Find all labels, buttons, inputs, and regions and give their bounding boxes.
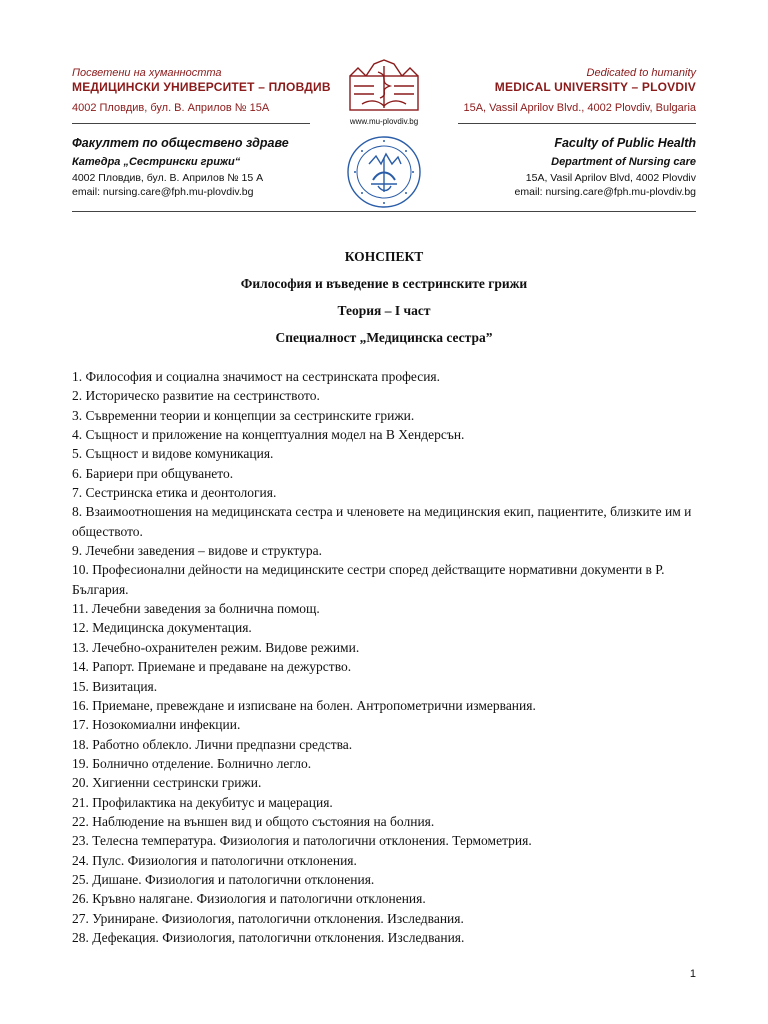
topic-list bbox=[72, 367, 697, 947]
list-item: 19. Болнично отделение. Болнично легло. bbox=[72, 755, 312, 771]
left-tagline: Посветени на хуманността bbox=[72, 67, 222, 79]
list-item: 15. Визитация. bbox=[72, 678, 158, 694]
list-item: 23. Телесна температура. Физиология и патологични отклонения. Термометрия. bbox=[72, 833, 532, 849]
list-item: 9. Лечебни заведения – видове и структура. bbox=[72, 543, 322, 559]
left-university-name: МЕДИЦИНСКИ УНИВЕРСИТЕТ – ПЛОВДИВ bbox=[72, 80, 331, 94]
faculty-address-bg: 4002 Пловдив, бул. В. Априлов № 15 А bbox=[72, 172, 264, 184]
faculty-address-en: 15A, Vasil Aprilov Blvd, 4002 Plovdiv bbox=[525, 172, 696, 184]
list-item: 3. Съвременни теории и концепции за сестринските грижи. bbox=[72, 407, 415, 423]
list-item: 10. Професионални дейности на медицинските сестри според действащите нормативни документи в Р. България. bbox=[72, 562, 665, 597]
list-item: 5. Същност и видове комуникация. bbox=[72, 446, 274, 462]
faculty-right bbox=[515, 136, 696, 199]
list-item: 13. Лечебно-охранителен режим. Видове режими. bbox=[72, 639, 360, 655]
website-text: www.mu-plovdiv.bg bbox=[349, 117, 419, 126]
list-item: 21. Профилактика на декубитус и мацерация. bbox=[72, 794, 333, 810]
list-item: 2. Историческо развитие на сестринството. bbox=[72, 388, 320, 404]
list-item: 24. Пулс. Физиология и патологични отклонения. bbox=[72, 852, 357, 868]
list-item: 25. Дишане. Физиология и патологични отклонения. bbox=[72, 871, 375, 887]
list-item: 1. Философия и социална значимост на сестринската професия. bbox=[72, 369, 441, 384]
title-course: Философия и въведение в сестринските грижи bbox=[240, 276, 528, 291]
title-specialty: Специалност „Медицинска сестра” bbox=[275, 330, 493, 345]
list-item: 26. Кръвно налягане. Физиология и патологични отклонения. bbox=[72, 891, 426, 907]
list-item: 14. Рапорт. Приемане и предаване на дежурство. bbox=[72, 659, 352, 675]
list-item: 28. Дефекация. Физиология, патологични отклонения. Изследвания. bbox=[72, 929, 465, 945]
faculty-name-en: Faculty of Public Health bbox=[554, 136, 696, 150]
department-name-en: Department of Nursing care bbox=[551, 156, 696, 168]
list-item: 22. Наблюдение на външен вид и общото състояния на болния. bbox=[72, 813, 435, 829]
list-item: 4. Същност и приложение на концептуалния модел на В Хендерсън. bbox=[72, 427, 465, 443]
list-item: 12. Медицинска документация. bbox=[72, 620, 252, 636]
list-item: 20. Хигиенни сестрински грижи. bbox=[72, 775, 262, 791]
list-item: 16. Приемане, превеждане и изписване на болен. Антропометрични измервания. bbox=[72, 697, 536, 713]
faculty-email-en: email: nursing.care@fph.mu-plovdiv.bg bbox=[514, 186, 696, 198]
faculty-left bbox=[72, 136, 289, 199]
title-theory-part: Теория – I част bbox=[337, 303, 431, 318]
document-titles bbox=[0, 249, 768, 357]
list-item: 7. Сестринска етика и деонтология. bbox=[72, 485, 277, 501]
page-number: 1 bbox=[689, 968, 696, 980]
faculty-rule bbox=[72, 211, 696, 212]
right-address: 15A, Vassil Aprilov Blvd., 4002 Plovdiv, Bulgaria bbox=[463, 102, 696, 114]
header-right bbox=[463, 67, 696, 114]
title-konspekt: КОНСПЕКТ bbox=[344, 249, 424, 264]
left-address: 4002 Пловдив, бул. В. Априлов № 15А bbox=[72, 102, 270, 114]
faculty-seal-icon bbox=[345, 134, 423, 210]
faculty-name-bg: Факултет по обществено здраве bbox=[72, 136, 289, 150]
university-logo-icon bbox=[340, 58, 428, 114]
faculty-email-bg: email: nursing.care@fph.mu-plovdiv.bg bbox=[72, 186, 254, 198]
list-item: 27. Уриниране. Физиология, патологични отклонения. Изследвания. bbox=[72, 910, 464, 926]
list-item: 8. Взаимоотношения на медицинската сестра и членовете на медицинския екип, пациентите, близките им и обществото. bbox=[72, 504, 692, 539]
right-university-name: MEDICAL UNIVERSITY – PLOVDIV bbox=[494, 80, 696, 94]
list-item: 17. Нозокомиални инфекции. bbox=[72, 717, 241, 733]
right-tagline: Dedicated to humanity bbox=[586, 67, 696, 79]
header-left bbox=[72, 67, 331, 114]
department-name-bg: Катедра „Сестрински грижи“ bbox=[72, 156, 241, 168]
list-item: 6. Бариери при общуването. bbox=[72, 465, 234, 481]
list-item: 18. Работно облекло. Лични предпазни средства. bbox=[72, 736, 353, 752]
list-item: 11. Лечебни заведения за болнична помощ. bbox=[72, 601, 320, 617]
